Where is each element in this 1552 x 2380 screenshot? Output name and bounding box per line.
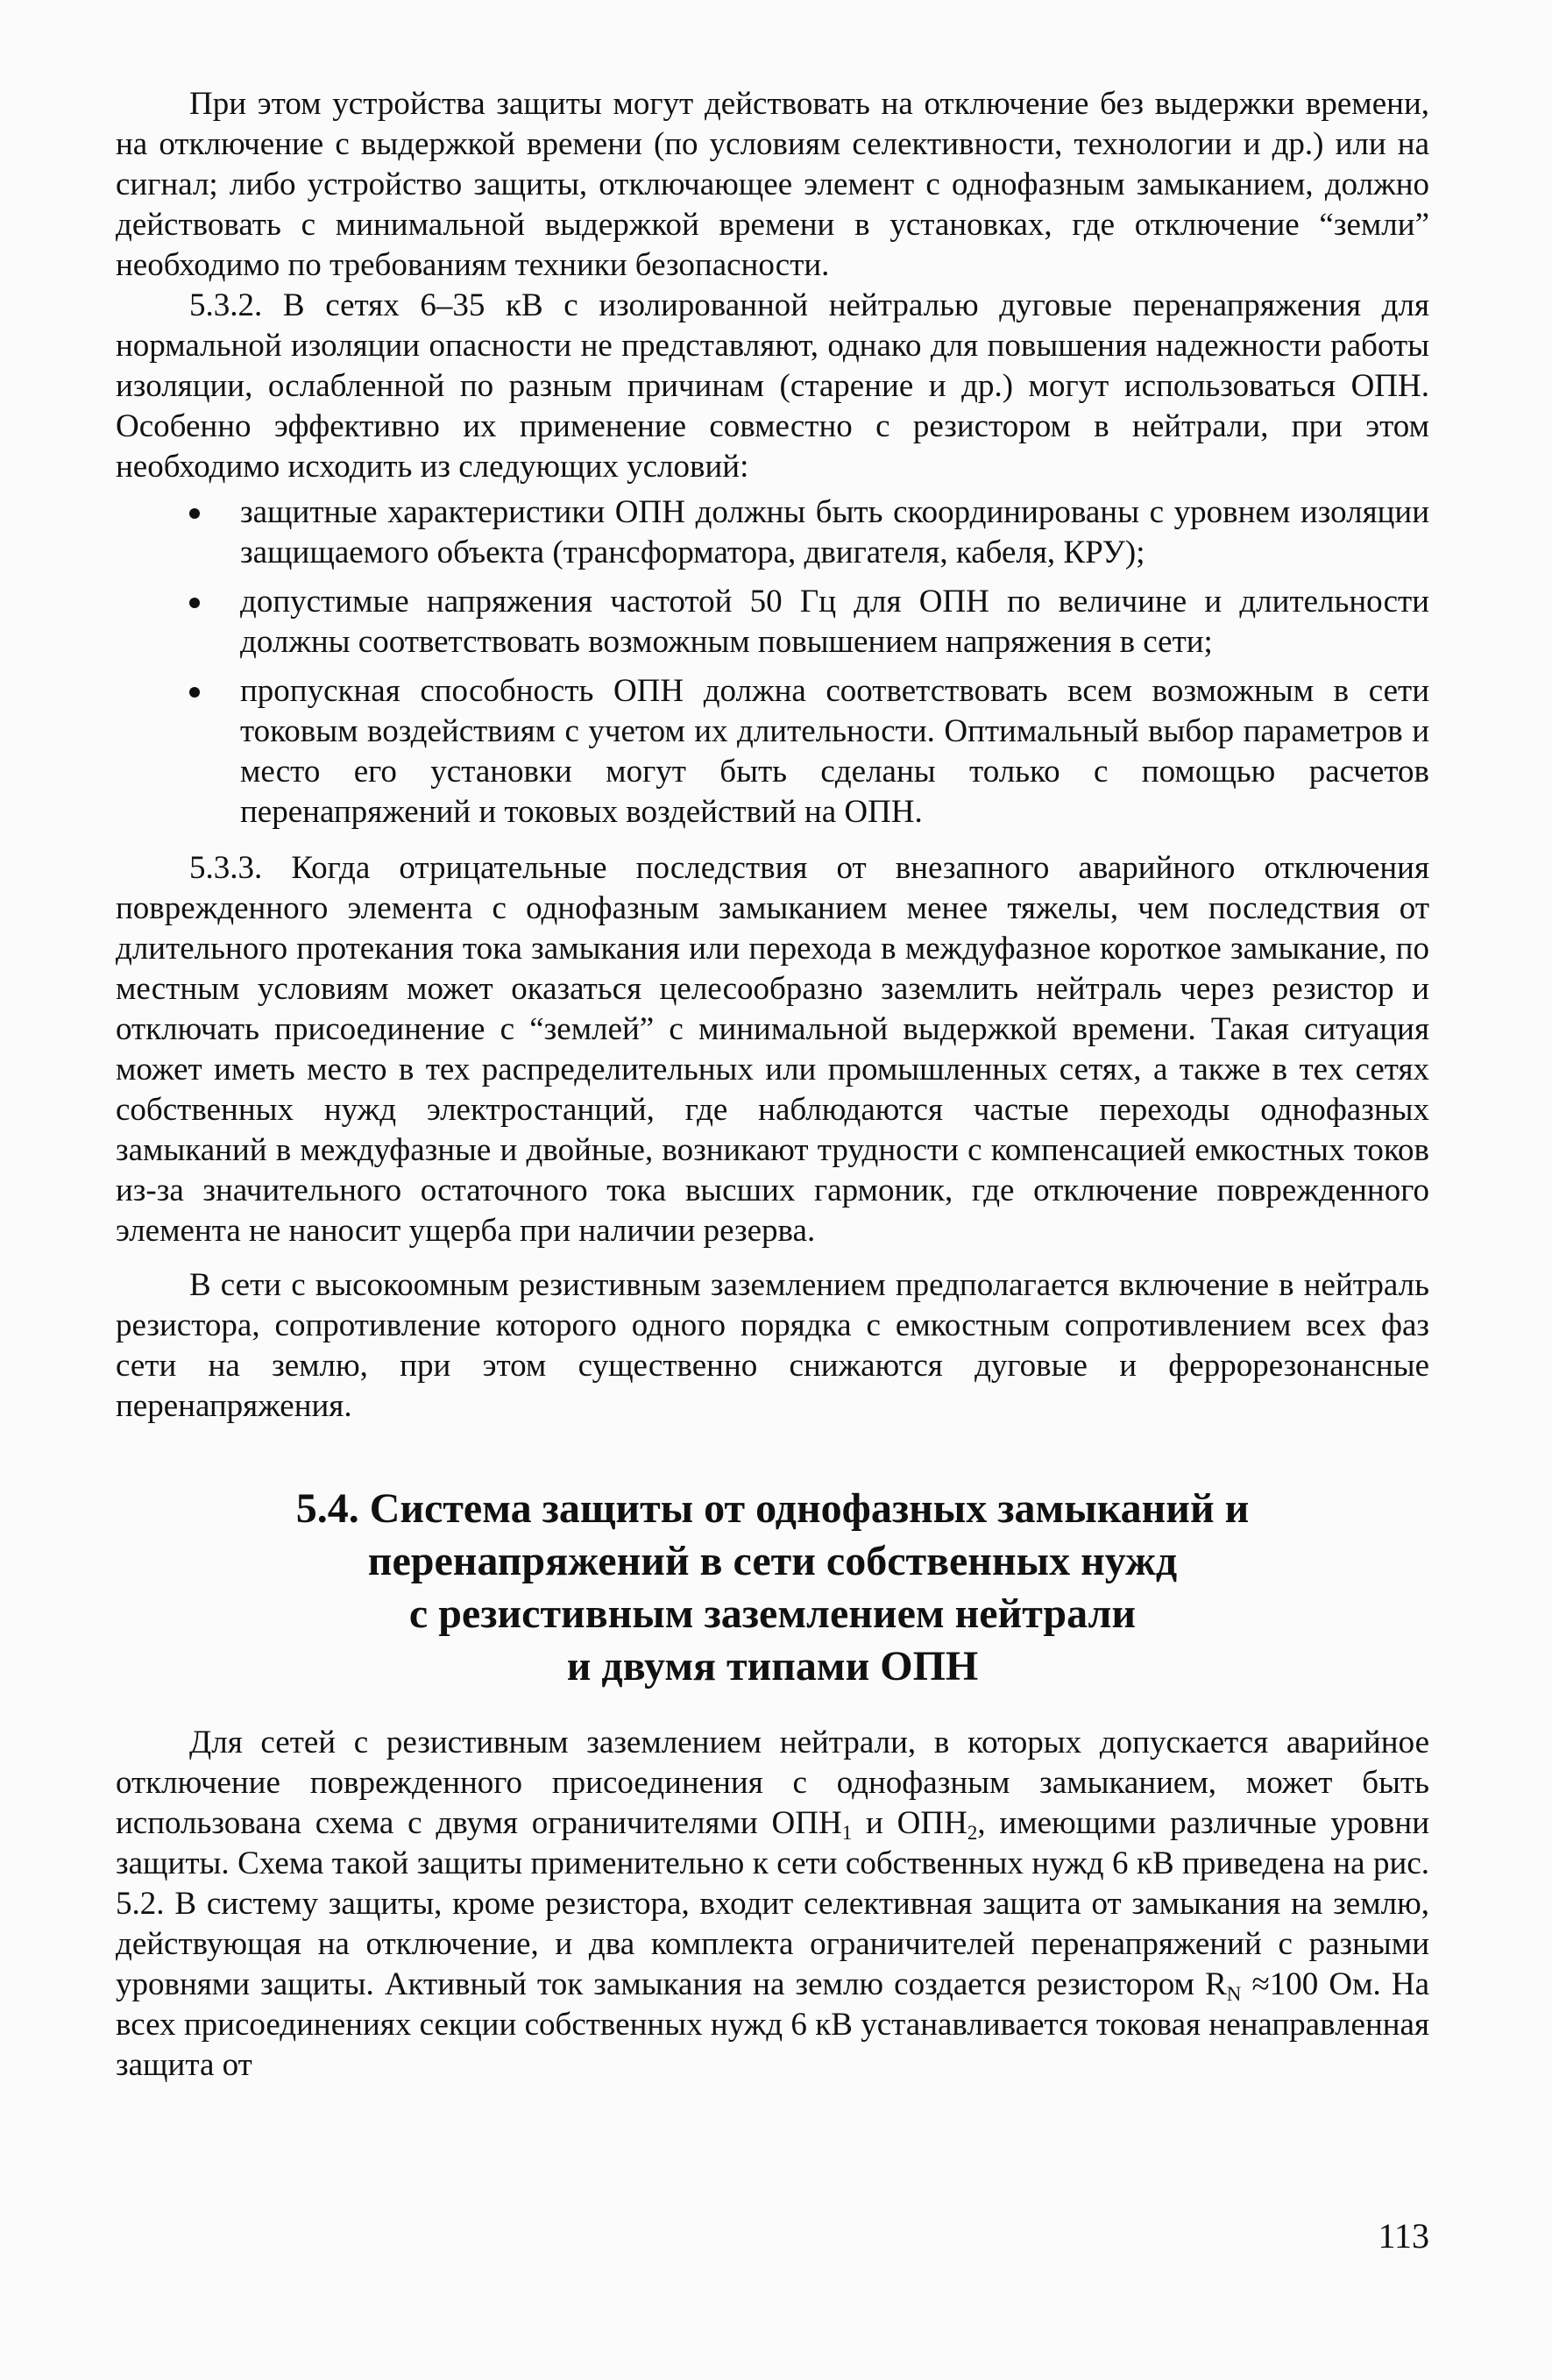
list-item xyxy=(240,671,1429,832)
bullet-icon xyxy=(189,687,200,698)
subscript: N xyxy=(1226,1982,1242,2005)
clause-number: 5.3.2. xyxy=(189,287,263,323)
paragraph-text: , имеющими различные уровни защиты. Схема такой защиты применительно к сети собственных нужд 6 кВ приведена на рис. 5.2. В систему защиты, кроме резистора, входит селективная защита от замыкания на землю, действующая на отключение, и два комплекта ограничителей перенапряжений с разными уровнями защиты. Активный ток замыкания на землю создается резистором R xyxy=(116,1805,1429,2002)
page-number: 113 xyxy=(1378,2216,1429,2256)
paragraph-5-3-2 xyxy=(116,286,1429,487)
bullet-icon xyxy=(189,508,200,519)
paragraph-intro: При этом устройства защиты могут действовать на отключение без выдержки времени, на отключение с выдержкой времени (по условиям селективности, технологии и др.) или на сигнал; либо устройство защиты, отключающее элемент с однофазным замыканием, должно действовать с минимальной выдержкой времени в установках, где отключение “земли” необходимо по требованиям техники безопасности. xyxy=(116,86,1429,283)
paragraph-text: ≈100 Ом. На всех присоединениях секции собственных нужд 6 кВ устанавливается токовая ненаправленная защита от xyxy=(116,1966,1429,2083)
subscript: 2 xyxy=(967,1821,978,1844)
paragraph-text: В сетях 6–35 кВ с изолированной нейтралью дуговые перенапряжения для нормальной изоляции опасности не представляют, однако для повышения надежности работы изоляции, ослабленной по разным причинам (старение и др.) могут использоваться ОПН. Особенно эффективно их применение совместно с резистором в нейтрали, при этом необходимо исходить из следующих условий: xyxy=(116,287,1429,485)
paragraph-5-3-3 xyxy=(116,848,1429,1251)
paragraph-text: и ОПН xyxy=(852,1805,967,1841)
conditions-list xyxy=(116,492,1429,832)
section-heading-line: 5.4. Система защиты от однофазных замыканий и xyxy=(295,1485,1250,1532)
list-item-text: пропускная способность ОПН должна соответствовать всем возможным в сети токовым воздействиям с учетом их длительности. Оптимальный выбор параметров и место его установки могут быть сделаны только с помощью расчетов перенапряжений и токовых воздействий на ОПН. xyxy=(240,673,1429,830)
section-heading-line: и двумя типами ОПН xyxy=(566,1643,979,1689)
paragraph-section-5-4 xyxy=(116,1723,1429,2086)
list-item-text: допустимые напряжения частотой 50 Гц для ОПН по величине и длительности должны соответствовать возможным повышением напряжения в сети; xyxy=(240,584,1429,660)
section-heading-line: с резистивным заземлением нейтрали xyxy=(408,1590,1137,1637)
paragraph-text: Когда отрицательные последствия от внезапного аварийного отключения поврежденного элемента с однофазным замыканием менее тяжелы, чем последствия от длительного протекания тока замыкания или перехода в междуфазное короткое замыкание, по местным условиям может оказаться целесообразно заземлить нейтраль через резистор и отключать присоединение с “землей” с минимальной выдержкой времени. Такая ситуация может иметь место в тех распределительных или промышленных сетях, а также в тех сетях собственных нужд электростанций, где наблюдаются частые переходы однофазных замыканий в междуфазные и двойные, возникают трудности с компенсацией емкостных токов из-за значительного остаточного тока высших гармоник, где отключение поврежденного элемента не наносит ущерба при наличии резерва. xyxy=(116,850,1429,1249)
section-heading xyxy=(116,1483,1429,1693)
subscript: 1 xyxy=(841,1821,853,1844)
paragraph-text: Для сетей с резистивным заземлением нейтрали, в которых допускается аварийное отключение поврежденного присоединения с однофазным замыканием, может быть использована схема с двумя ограничителями ОПН xyxy=(116,1725,1429,1841)
clause-number: 5.3.3. xyxy=(189,850,263,886)
paragraph-high-ohmic: В сети с высокоомным резистивным заземлением предполагается включение в нейтраль резистора, сопротивление которого одного порядка с емкостным сопротивлением всех фаз сети на землю, при этом существенно снижаются дуговые и феррорезонансные перенапряжения. xyxy=(116,1267,1429,1424)
section-heading-line: перенапряжений в сети собственных нужд xyxy=(367,1538,1178,1584)
list-item xyxy=(240,492,1429,573)
list-item-text: защитные характеристики ОПН должны быть скоординированы с уровнем изоляции защищаемого объекта (трансформатора, двигателя, кабеля, КРУ); xyxy=(240,494,1429,570)
list-item xyxy=(240,582,1429,662)
bullet-icon xyxy=(189,598,200,608)
